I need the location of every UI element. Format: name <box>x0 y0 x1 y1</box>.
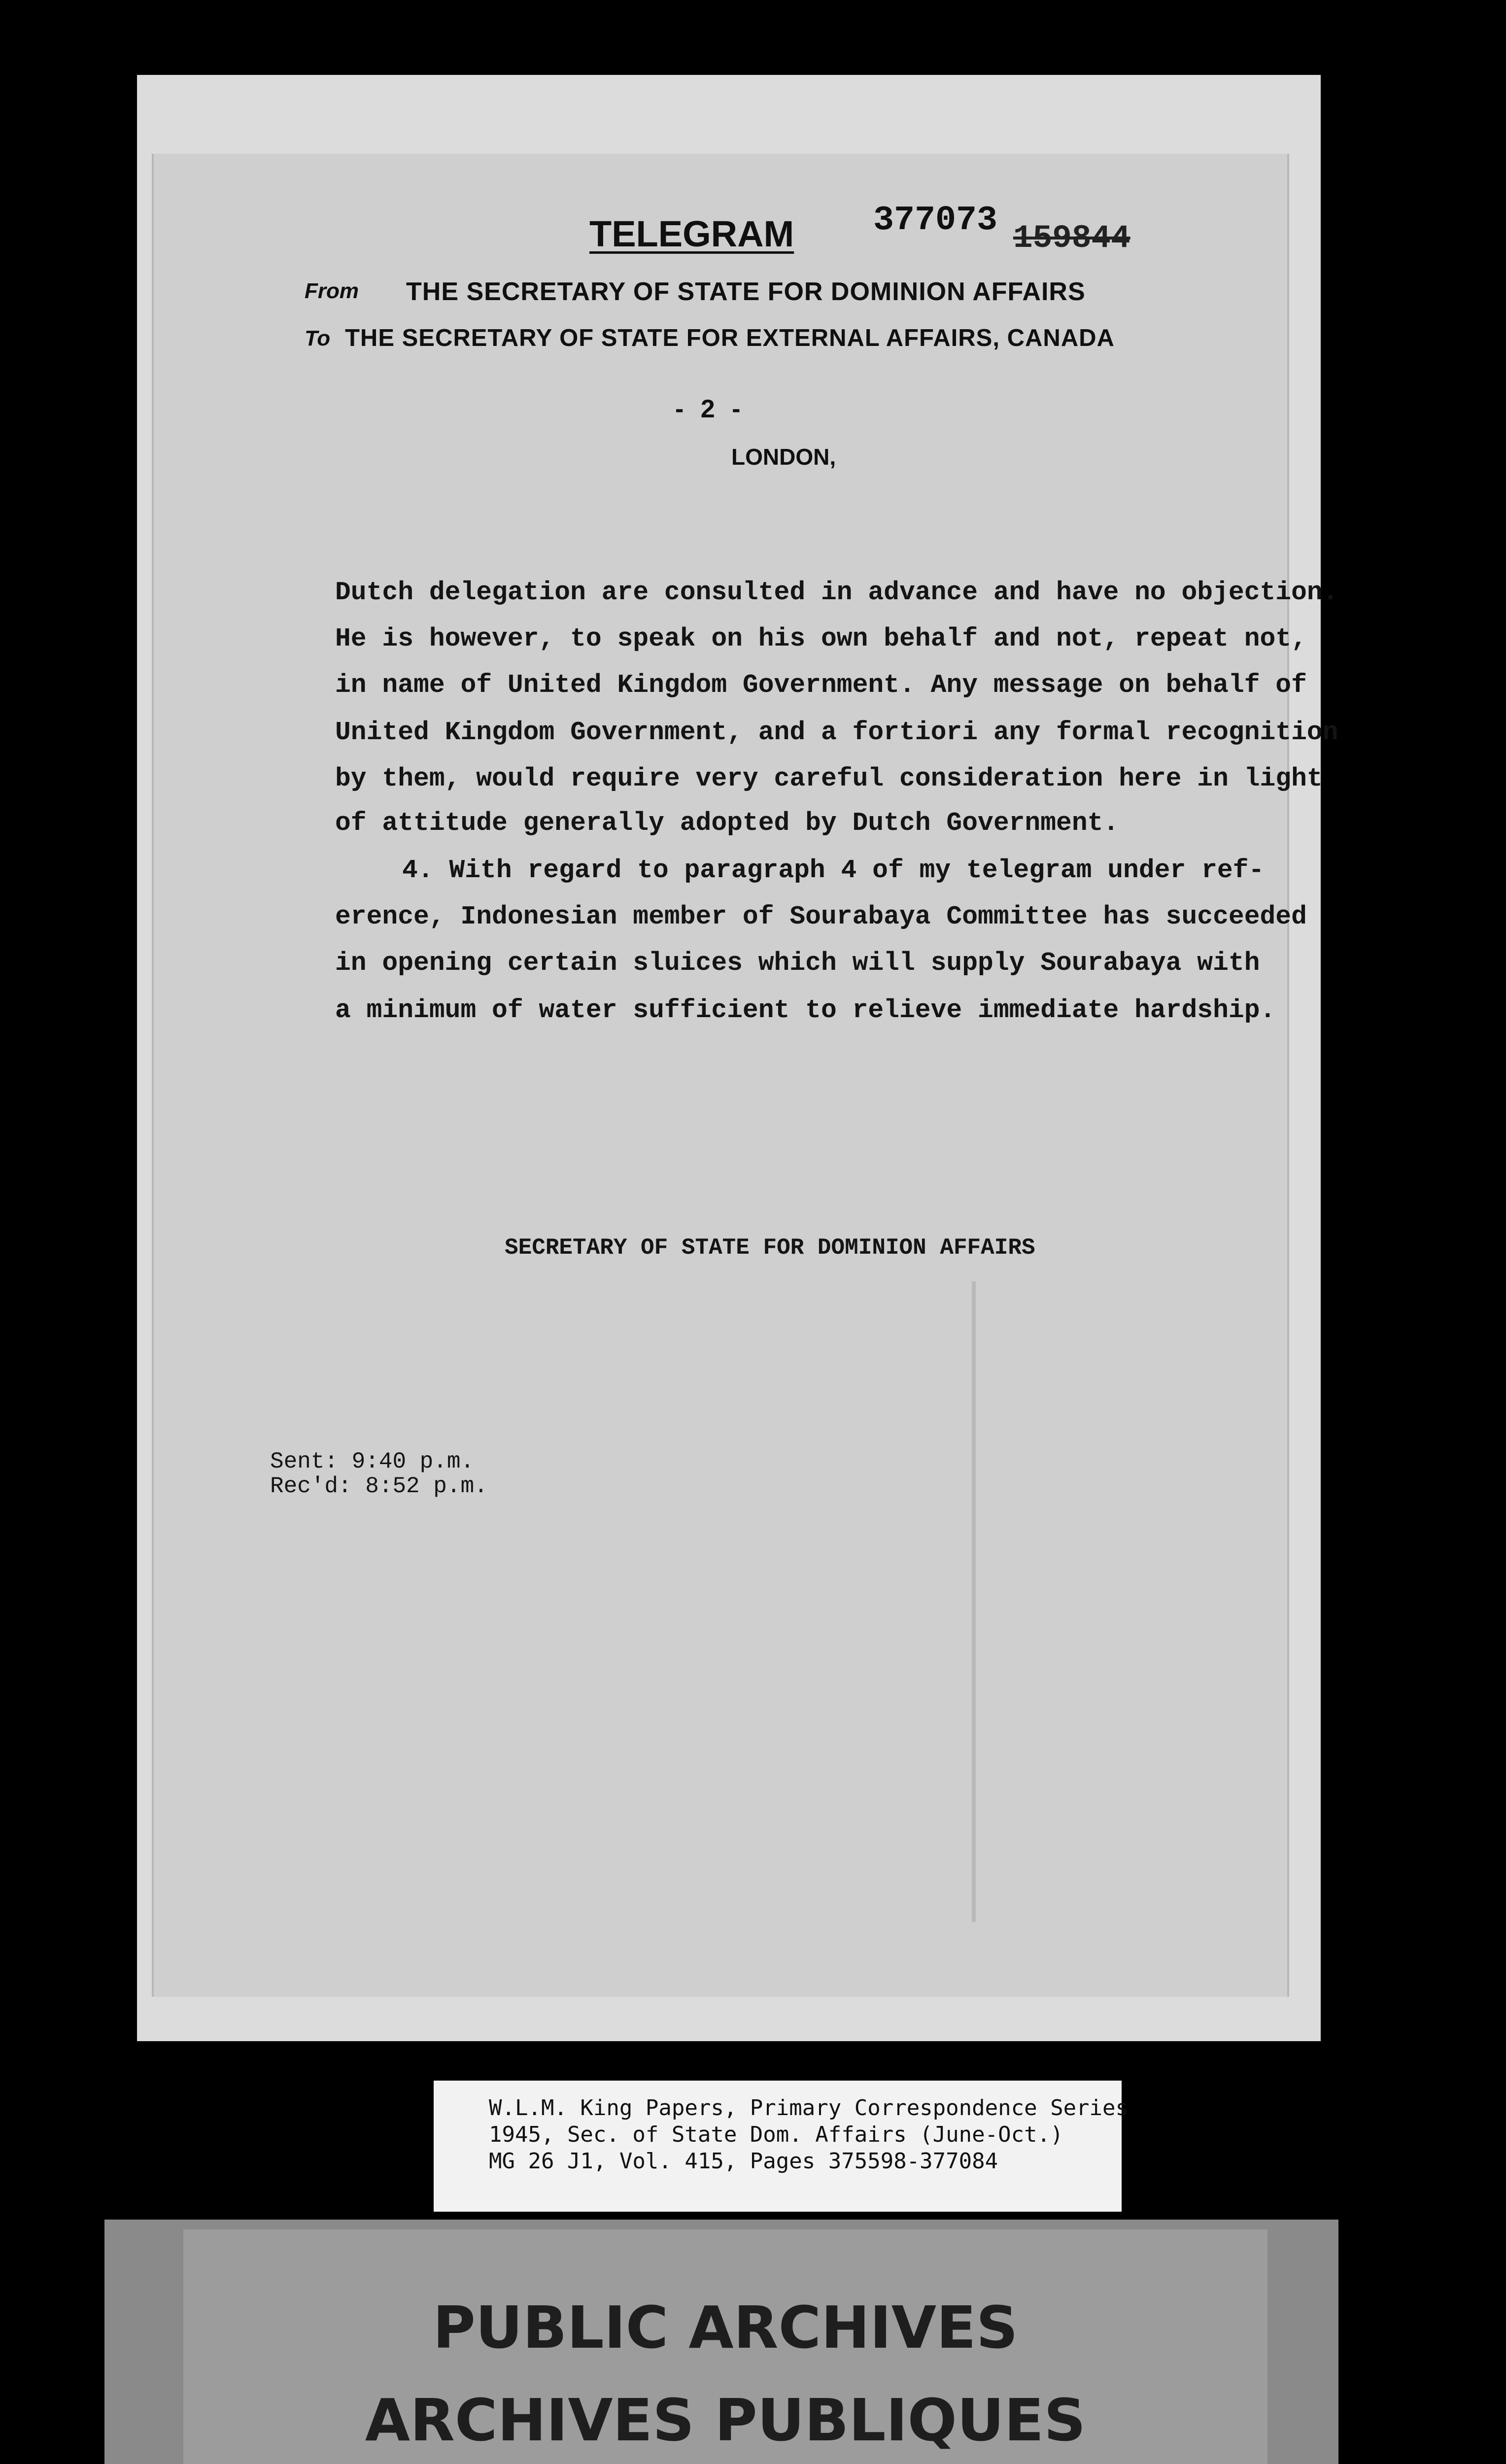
body-line: by them, would require very careful consideration here in light <box>335 764 1323 793</box>
archives-stamp <box>104 2220 1338 2464</box>
to-text: THE SECRETARY OF STATE FOR EXTERNAL AFFAIRS, CANADA <box>345 325 1115 351</box>
body-line: 4. With regard to paragraph 4 of my telegram under ref- <box>402 856 1265 885</box>
telegram-number: 377073 <box>873 201 998 240</box>
label-line: 1945, Sec. of State Dom. Affairs (June-Oct.) <box>489 2122 1063 2147</box>
body-line: of attitude generally adopted by Dutch Government. <box>335 808 1119 838</box>
telegram-struck-number: 159844 <box>1013 220 1130 257</box>
from-label: From <box>305 279 359 303</box>
body-line: a minimum of water sufficient to relieve immediate hardship. <box>335 995 1276 1025</box>
paper-fold <box>972 1281 976 1922</box>
label-line: MG 26 J1, Vol. 415, Pages 375598-377084 <box>489 2149 998 2174</box>
archive-label-card <box>434 2081 1129 2212</box>
telegram-title: TELEGRAM <box>589 213 794 254</box>
body-line: erence, Indonesian member of Sourabaya Committee has succeeded <box>335 902 1307 931</box>
to-label: To <box>305 326 331 350</box>
body-line: He is however, to speak on his own behalf and not, repeat not, <box>335 624 1307 653</box>
page-marker: - 2 - <box>675 395 746 423</box>
stamp-line: PUBLIC ARCHIVES <box>433 2293 1018 2361</box>
body-line: United Kingdom Government, and a fortiori any formal recognition <box>335 718 1338 747</box>
body-line: Dutch delegation are consulted in advance and have no objection. <box>335 578 1338 607</box>
sent-time: Sent: 9:40 p.m. <box>270 1449 475 1474</box>
signature: SECRETARY OF STATE FOR DOMINION AFFAIRS <box>505 1235 1035 1261</box>
received-time: Rec'd: 8:52 p.m. <box>270 1473 488 1499</box>
place-london: LONDON, <box>731 444 836 470</box>
body-line: in opening certain sluices which will supply Sourabaya with <box>335 948 1260 978</box>
label-line: W.L.M. King Papers, Primary Correspondence Series <box>489 2095 1129 2121</box>
stamp-line: ARCHIVES PUBLIQUES <box>365 2386 1086 2454</box>
telegram-page <box>154 154 1287 1997</box>
from-text: THE SECRETARY OF STATE FOR DOMINION AFFAIRS <box>406 277 1086 306</box>
body-line: in name of United Kingdom Government. Any message on behalf of <box>335 670 1307 700</box>
archives-stamp-panel <box>183 2229 1267 2464</box>
